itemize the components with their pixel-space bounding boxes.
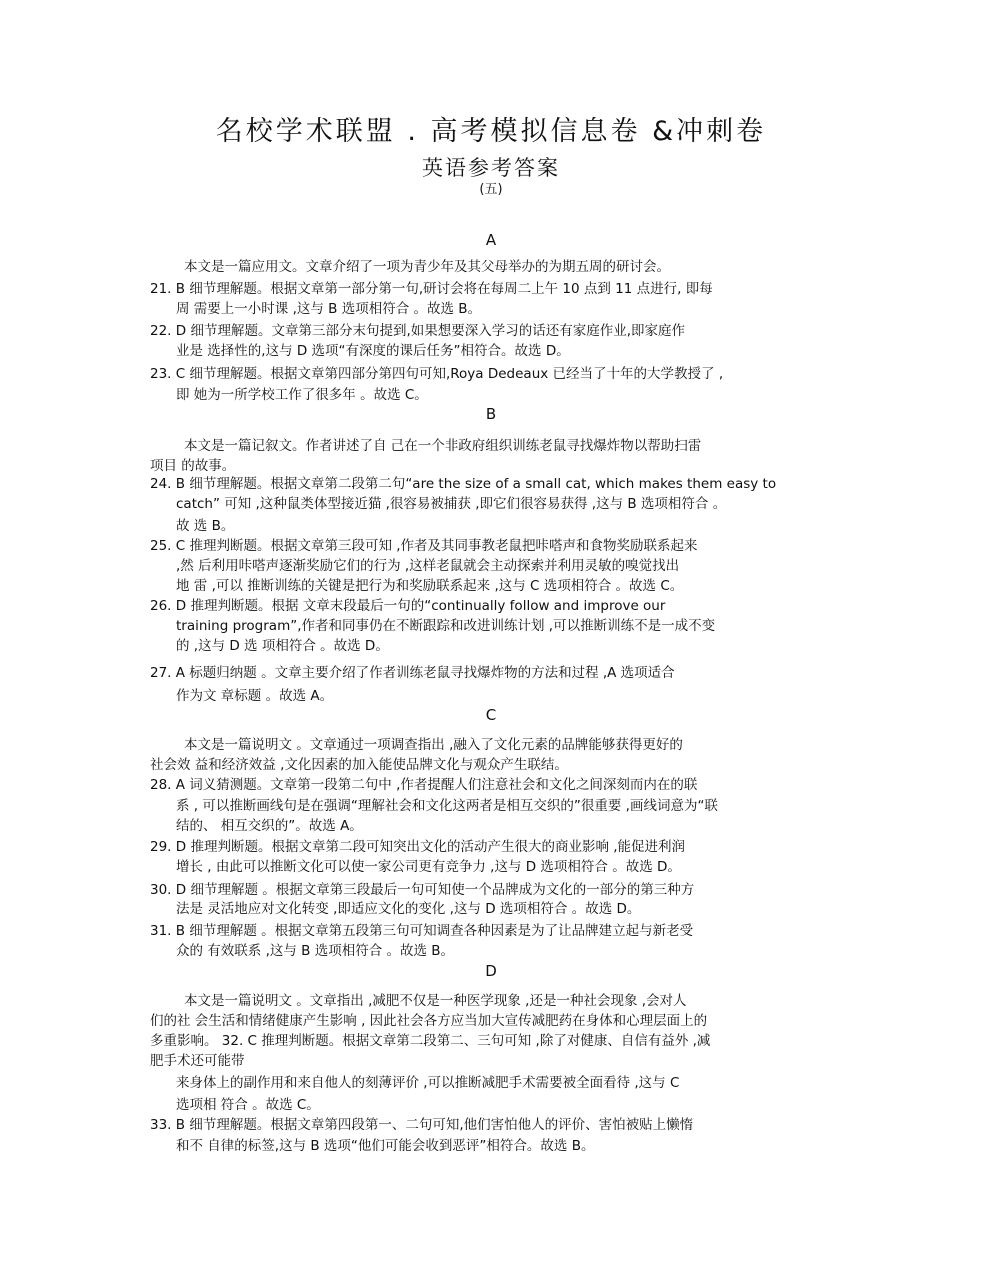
answer-32-line-1: 来身体上的副作用和来自他人的刻薄评价 ,可以推断减肥手术需要被全面看待 ,这与 C bbox=[176, 1075, 680, 1091]
section-label-d: D bbox=[485, 962, 497, 980]
answer-23-line-1: 23. C 细节理解题。根据文章第四部分第四句可知,Roya Dedeaux 已经当了十年的大学教授了 , bbox=[150, 366, 724, 382]
document-subtitle: 英语参考答案 bbox=[422, 156, 560, 180]
section-b-intro-line-1: 本文是一篇记叙文。作者讲述了自 己在一个非政府组织训练老鼠寻找爆炸物以帮助扫雷 bbox=[184, 438, 702, 454]
answer-21-line-1: 21. B 细节理解题。根据文章第一部分第一句,研讨会将在每周二上午 10 点到 11 点进行, 即每 bbox=[150, 281, 713, 297]
document-title: 名校学术联盟 . 高考模拟信息卷 &冲刺卷 bbox=[215, 116, 767, 147]
answer-25-line-1: 25. C 推理判断题。根据文章第三段可知 ,作者及其同事教老鼠把咔嗒声和食物奖励联系起来 bbox=[150, 538, 698, 554]
answer-29-line-2: 增长 , 由此可以推断文化可以使一家公司更有竞争力 ,这与 D 选项相符合 。故选 D。 bbox=[176, 859, 681, 875]
answer-21-line-2: 周 需要上一小时课 ,这与 B 选项相符合 。故选 B。 bbox=[176, 301, 482, 317]
answer-29-line-1: 29. D 推理判断题。根据文章第二段可知突出文化的活动产生很大的商业影响 ,能促进利润 bbox=[150, 839, 686, 855]
answer-33-line-2: 和不 自律的标签,这与 B 选项“他们可能会收到恶评”相符合。故选 B。 bbox=[176, 1138, 595, 1154]
section-d-intro-line-4: 肥手术还可能带 bbox=[150, 1053, 245, 1069]
answer-24-line-1: 24. B 细节理解题。根据文章第二段第二句“are the size of a small cat, which makes them easy to bbox=[150, 476, 777, 492]
answer-32-line-2: 选项相 符合 。故选 C。 bbox=[176, 1097, 320, 1113]
answer-33-line-1: 33. B 细节理解题。根据文章第四段第一、二句可知,他们害怕他人的评价、害怕被贴上懒惰 bbox=[150, 1117, 694, 1133]
answer-25-line-3: 地 雷 ,可以 推断训练的关键是把行为和奖励联系起来 ,这与 C 选项相符合 。故选 C。 bbox=[176, 578, 684, 594]
section-label-b: B bbox=[485, 405, 497, 423]
answer-26-line-3: 的 ,这与 D 选 项相符合 。故选 D。 bbox=[176, 638, 389, 654]
answer-28-line-1: 28. A 词义猜测题。文章第一段第二句中 ,作者提醒人们注意社会和文化之间深刻而内在的联 bbox=[150, 777, 698, 793]
section-a-intro-line-1: 本文是一篇应用文。文章介绍了一项为青少年及其父母举办的为期五周的研讨会。 bbox=[184, 259, 670, 275]
section-b-intro-line-2: 项目 的故事。 bbox=[150, 458, 236, 474]
section-c-intro-line-1: 本文是一篇说明文 。文章通过一项调查指出 ,融入了文化元素的品牌能够获得更好的 bbox=[184, 737, 683, 753]
answer-26-line-1: 26. D 推理判断题。根据 文章末段最后一句的“continually follow and improve our bbox=[150, 598, 666, 614]
answer-24-line-3: 故 选 B。 bbox=[176, 518, 235, 534]
answer-27-line-2: 作为文 章标题 。故选 A。 bbox=[176, 688, 334, 704]
answer-22-line-2: 业是 选择性的,这与 D 选项“有深度的课后任务”相符合。故选 D。 bbox=[176, 343, 570, 359]
answer-22-line-1: 22. D 细节理解题。文章第三部分末句提到,如果想要深入学习的话还有家庭作业,即家庭作 bbox=[150, 323, 686, 339]
answer-28-line-3: 结的、 相互交织的”。故选 A。 bbox=[176, 818, 363, 834]
answer-30-line-1: 30. D 细节理解题 。根据文章第三段最后一句可知使一个品牌成为文化的一部分的第三种方 bbox=[150, 882, 695, 898]
volume-number: (五) bbox=[479, 182, 503, 197]
section-d-intro-line-3: 多重影响。 32. C 推理判断题。根据文章第二段第二、三句可知 ,除了对健康、自信有益外 ,减 bbox=[150, 1033, 711, 1049]
section-label-a: A bbox=[485, 231, 497, 249]
answer-31-line-1: 31. B 细节理解题 。根据文章第五段第三句可知调查各种因素是为了让品牌建立起与新老受 bbox=[150, 923, 694, 939]
answer-23-line-2: 即 她为一所学校工作了很多年 。故选 C。 bbox=[176, 387, 428, 403]
answer-30-line-2: 法是 灵活地应对文化转变 ,即适应文化的变化 ,这与 D 选项相符合 。故选 D。 bbox=[176, 901, 641, 917]
answer-25-line-2: ,然 后利用咔嗒声逐渐奖励它们的行为 ,这样老鼠就会主动探索并利用灵敏的嗅觉找出 bbox=[176, 558, 680, 574]
section-d-intro-line-2: 们的社 会生活和情绪健康产生影响 , 因此社会各方应当加大宣传减肥药在身体和心理层面上的 bbox=[150, 1013, 708, 1029]
section-d-intro-line-1: 本文是一篇说明文 。文章指出 ,减肥不仅是一种医学现象 ,还是一种社会现象 ,会对人 bbox=[184, 993, 687, 1009]
answer-28-line-2: 系 , 可以推断画线句是在强调“理解社会和文化这两者是相互交织的”很重要 ,画线词意为“联 bbox=[176, 798, 718, 814]
answer-31-line-2: 众的 有效联系 ,这与 B 选项相符合 。故选 B。 bbox=[176, 943, 455, 959]
section-label-c: C bbox=[485, 706, 497, 724]
section-c-intro-line-2: 社会效 益和经济效益 ,文化因素的加入能使品牌文化与观众产生联结。 bbox=[150, 757, 568, 773]
answer-24-line-2: catch” 可知 ,这种鼠类体型接近猫 ,很容易被捕获 ,即它们很容易获得 ,这与 B 选项相符合 。 bbox=[176, 496, 727, 512]
answer-26-line-2: training program”,作者和同事仍在不断跟踪和改进训练计划 ,可以推断训练不是一成不变 bbox=[176, 618, 716, 634]
answer-27-line-1: 27. A 标题归纳题 。文章主要介绍了作者训练老鼠寻找爆炸物的方法和过程 ,A 选项适合 bbox=[150, 665, 675, 681]
